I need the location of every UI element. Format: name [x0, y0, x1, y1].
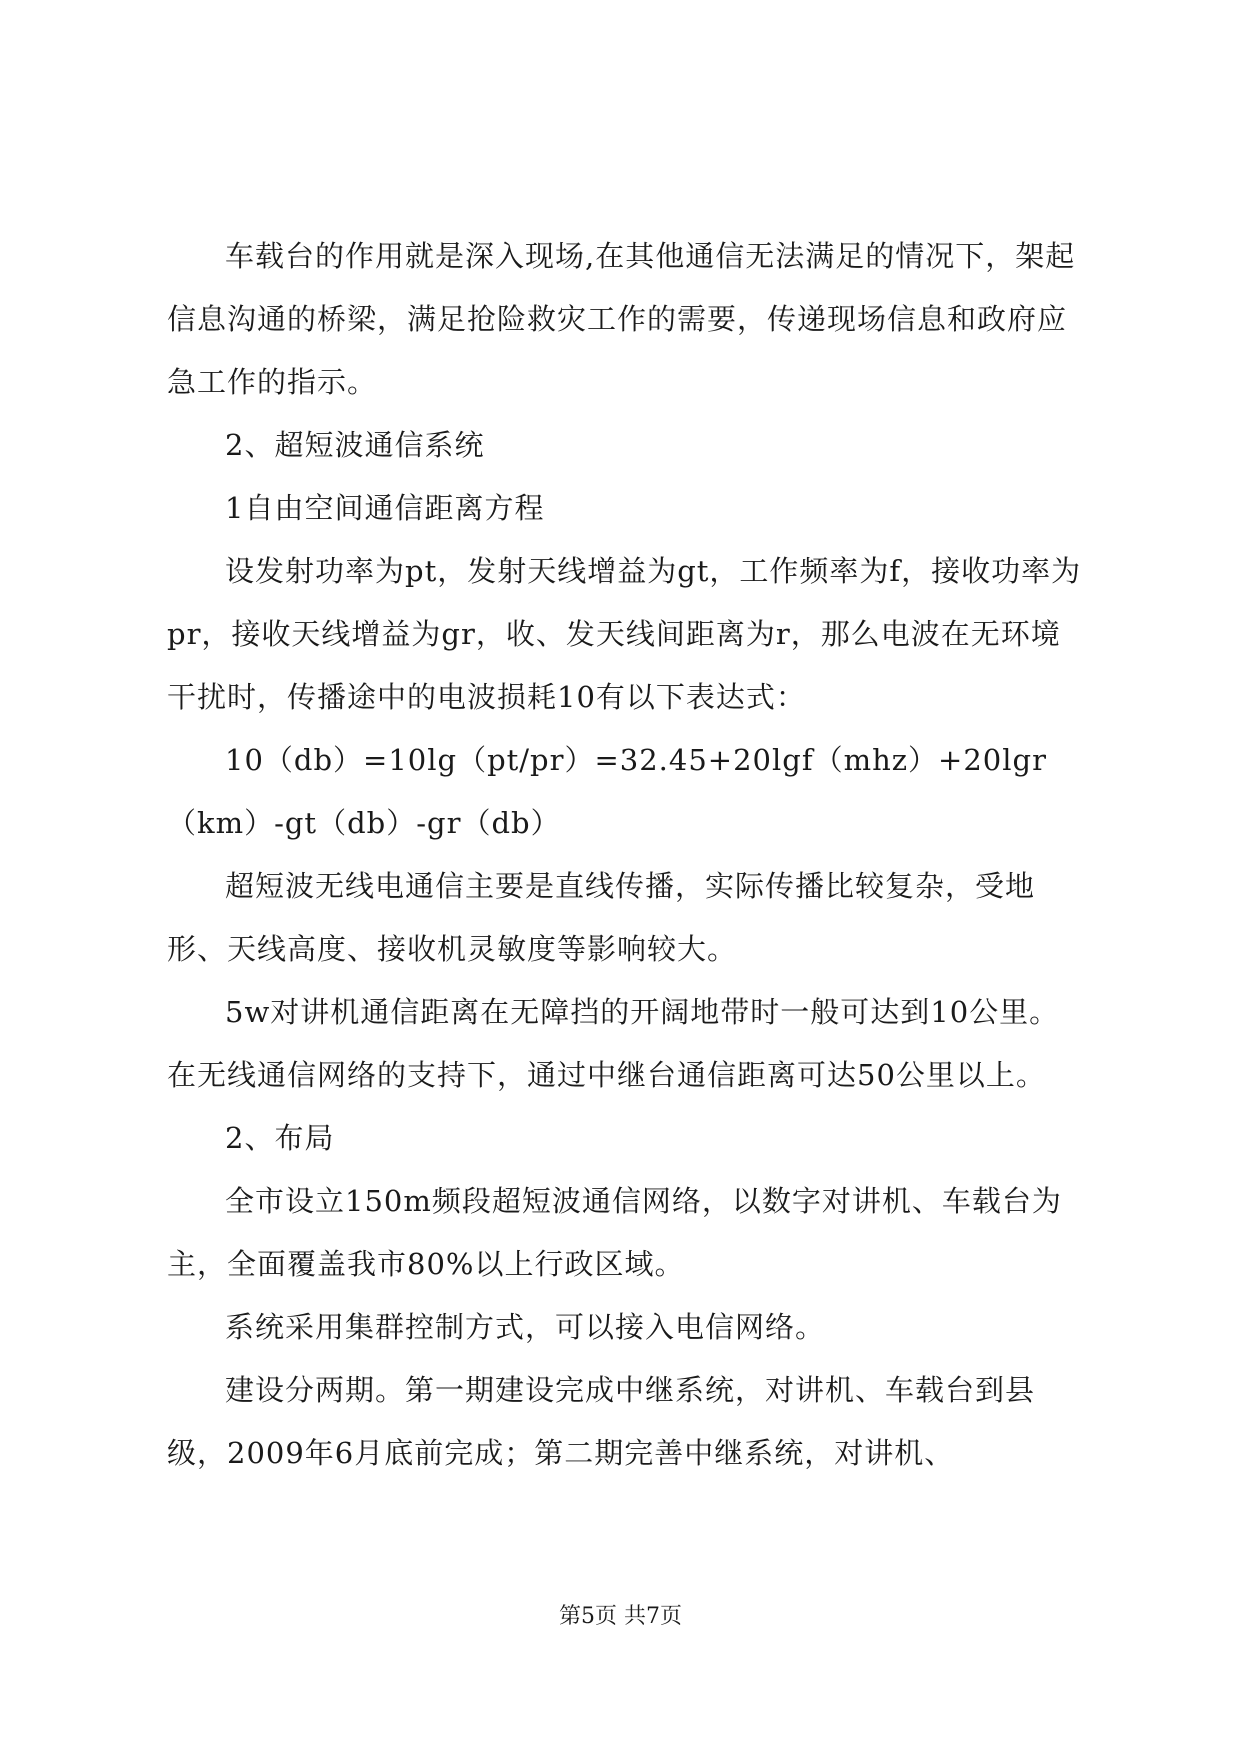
heading-vhf-system: 2、超短波通信系统 — [225, 428, 485, 462]
body-text — [167, 225, 1087, 1485]
paragraph-equation-definitions: 设发射功率为pt，发射天线增益为gt，工作频率为f，接收功率为pr，接收天线增益为gr，收、发天线间距离为r，那么电波在无环境干扰时，传播途中的电波损耗10有以下表达式： — [167, 554, 1082, 714]
paragraph-vhf-propagation: 超短波无线电通信主要是直线传播，实际传播比较复杂，受地形、天线高度、接收机灵敏度等影响较大。 — [167, 869, 1036, 966]
paragraph-network-coverage: 全市设立150m频段超短波通信网络，以数字对讲机、车载台为主，全面覆盖我市80%以上行政区域。 — [167, 1184, 1062, 1281]
paragraph-vehicle-radio: 车载台的作用就是深入现场,在其他通信无法满足的情况下，架起信息沟通的桥梁，满足抢险救灾工作的需要，传递现场信息和政府应急工作的指示。 — [167, 239, 1076, 399]
paragraph-radio-range: 5w对讲机通信距离在无障挡的开阔地带时一般可达到10公里。在无线通信网络的支持下，通过中继台通信距离可达50公里以上。 — [167, 995, 1060, 1092]
heading-layout: 2、布局 — [225, 1121, 335, 1155]
paragraph-construction-phases: 建设分两期。第一期建设完成中继系统，对讲机、车载台到县级，2009年6月底前完成；第二期完善中继系统，对讲机、 — [167, 1373, 1036, 1470]
paragraph-trunking-control: 系统采用集群控制方式，可以接入电信网络。 — [225, 1310, 826, 1344]
heading-free-space-equation: 1自由空间通信距离方程 — [225, 491, 545, 525]
paragraph-equation-formula: 10（db）=10lg（pt/pr）=32.45+20lgf（mhz）+20lgr（km）-gt（db）-gr（db） — [167, 743, 1047, 840]
page-number-footer: 第5页 共7页 — [559, 1604, 682, 1629]
